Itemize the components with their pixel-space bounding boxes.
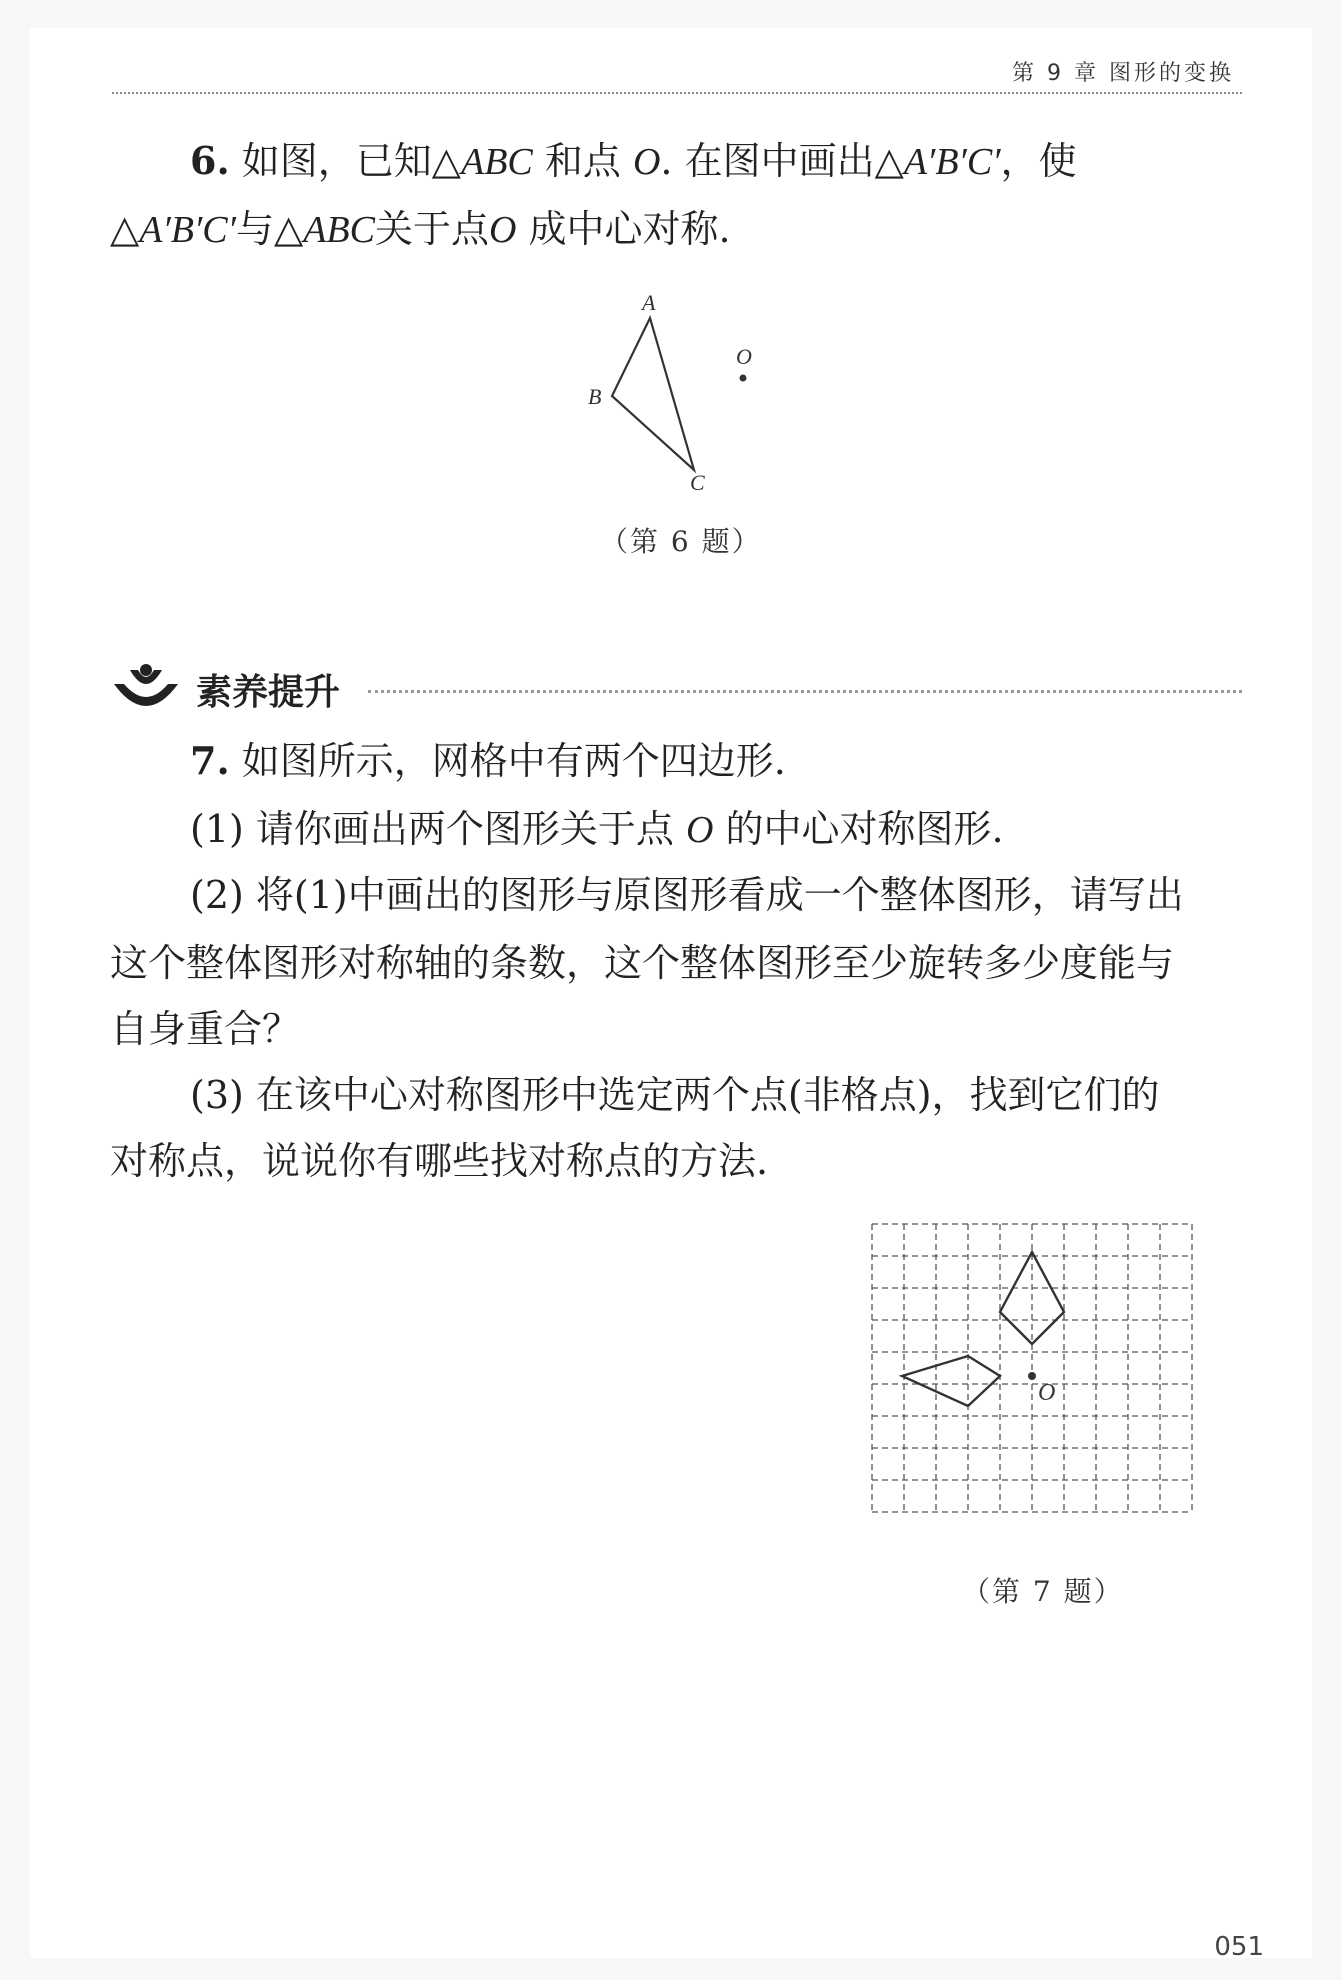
q6-number: 6. [190,138,230,183]
q7-text: (1) 请你画出两个图形关于点 [190,807,686,851]
q6-text: 如图，已知△ [241,139,461,183]
point-o [1028,1372,1036,1380]
page-number: 051 [1214,1932,1264,1962]
q6-line-2 [110,196,731,263]
q7-caption: （第 7 题） [962,1575,1124,1608]
section-heading [108,660,1242,720]
q6-math: A′B′C′ [903,141,1001,183]
q6-math: ABC [461,141,533,183]
q6-text: 关于点 [374,207,489,251]
q6-text: ，使 [1000,139,1077,183]
q6-text: 成中心对称. [516,207,731,251]
q7-line-1 [190,728,786,794]
q6-math: O [488,209,517,251]
q6-figure [560,280,780,510]
label-a: A [642,290,656,315]
q7-part-1 [190,796,1004,863]
label-o: O [736,344,752,369]
q6-line-1 [190,128,1077,195]
q6-text: △ [110,207,140,251]
q6-text: 与△ [235,207,304,251]
q6-math: ABC [303,209,375,251]
section-divider [368,690,1242,693]
label-o: O [1038,1380,1056,1406]
q7-part-2-line-3: 自身重合？ [110,1007,301,1051]
q7-number: 7. [190,738,230,783]
q7-text: 如图所示，网格中有两个四边形. [241,739,786,783]
q7-text: 的中心对称图形. [713,807,1004,851]
point-o [740,375,747,382]
q6-math: A′B′C′ [139,209,236,251]
q6-text: 和点 [532,139,633,183]
section-title: 素养提升 [196,672,341,713]
q7-part-2-line-1: (2) 将(1)中画出的图形与原图形看成一个整体图形，请写出 [190,873,1184,917]
dashed-grid [872,1224,1192,1512]
q7-math: O [686,809,714,851]
label-c: C [690,470,705,495]
running-header [112,52,1242,94]
q7-grid-figure [868,1222,1208,1532]
q7-part-3-line-1: (3) 在该中心对称图形中选定两个点(非格点)，找到它们的 [190,1073,1160,1117]
triangle-abc [612,318,694,470]
q7-part-3-line-2: 对称点，说说你有哪些找对称点的方法. [110,1139,769,1183]
q6-math: O [632,141,661,183]
q6-caption: （第 6 题） [600,525,762,558]
q6-text: . 在图中画出△ [660,139,904,183]
q7-part-2-line-2: 这个整体图形对称轴的条数，这个整体图形至少旋转多少度能与 [110,941,1175,985]
kite-lower [902,1356,1000,1406]
chapter-title: 第 9 章 图形的变换 [1012,61,1234,86]
section-icon [108,662,184,718]
label-b: B [588,384,602,409]
